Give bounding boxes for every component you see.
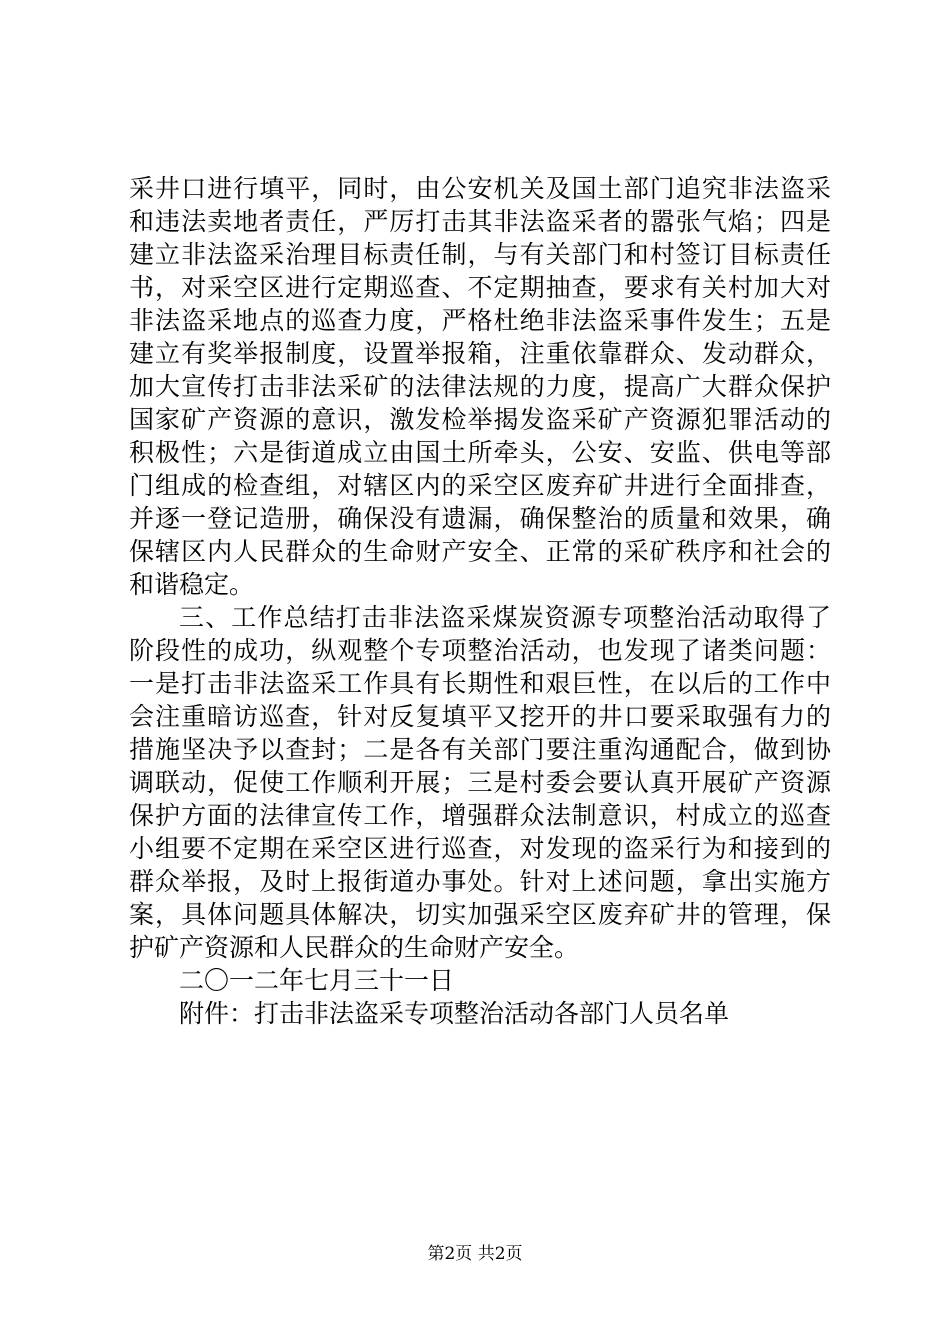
text-line: 会注重暗访巡查，针对反复填平又挖开的井口要采取强有力的 (129, 702, 831, 731)
text-line: 保辖区内人民群众的生命财产安全、正常的采矿秩序和社会的 (129, 537, 831, 566)
text-line: 和谐稳定。 (129, 570, 255, 599)
text-line: 一是打击非法盗采工作具有长期性和艰巨性，在以后的工作中 (129, 669, 831, 698)
text-line: 加大宣传打击非法采矿的法律法规的力度，提高广大群众保护 (129, 372, 831, 401)
page-number-footer: 第2页 共2页 (427, 1244, 523, 1264)
text-line: 书，对采空区进行定期巡查、不定期抽查，要求有关村加大对 (129, 273, 831, 302)
text-line: 阶段性的成功，纵观整个专项整治活动，也发现了诸类问题： (129, 636, 831, 665)
section-heading-line: 三、工作总结打击非法盗采煤炭资源专项整治活动取得了 (179, 603, 831, 632)
text-line: 建立有奖举报制度，设置举报箱，注重依靠群众、发动群众， (129, 339, 831, 368)
text-line: 案，具体问题具体解决，切实加强采空区废弃矿井的管理，保 (129, 900, 831, 929)
text-line: 非法盗采地点的巡查力度，严格杜绝非法盗采事件发生；五是 (129, 306, 831, 335)
text-line: 措施坚决予以查封；二是各有关部门要注重沟通配合，做到协 (129, 735, 831, 764)
text-line: 调联动，促使工作顺利开展；三是村委会要认真开展矿产资源 (129, 768, 831, 797)
text-line: 积极性；六是街道成立由国土所牵头，公安、安监、供电等部 (129, 438, 831, 467)
document-body (129, 172, 831, 1030)
text-line: 群众举报，及时上报街道办事处。针对上述问题，拿出实施方 (129, 867, 831, 896)
attachment-line: 附件：打击非法盗采专项整治活动各部门人员名单 (179, 999, 730, 1028)
text-line: 国家矿产资源的意识，激发检举揭发盗采矿产资源犯罪活动的 (129, 405, 831, 434)
text-line: 并逐一登记造册，确保没有遗漏，确保整治的质量和效果，确 (129, 504, 831, 533)
text-line: 和违法卖地者责任，严厉打击其非法盗采者的嚣张气焰；四是 (129, 207, 831, 236)
text-line: 采井口进行填平，同时，由公安机关及国土部门追究非法盗采 (129, 174, 831, 203)
text-line: 建立非法盗采治理目标责任制，与有关部门和村签订目标责任 (129, 240, 831, 269)
date-line: 二〇一二年七月三十一日 (179, 966, 455, 995)
text-line: 小组要不定期在采空区进行巡查，对发现的盗采行为和接到的 (129, 834, 831, 863)
text-line: 护矿产资源和人民群众的生命财产安全。 (129, 933, 580, 962)
text-line: 门组成的检查组，对辖区内的采空区废弃矿井进行全面排查， (129, 471, 831, 500)
text-line: 保护方面的法律宣传工作，增强群众法制意识，村成立的巡查 (129, 801, 831, 830)
